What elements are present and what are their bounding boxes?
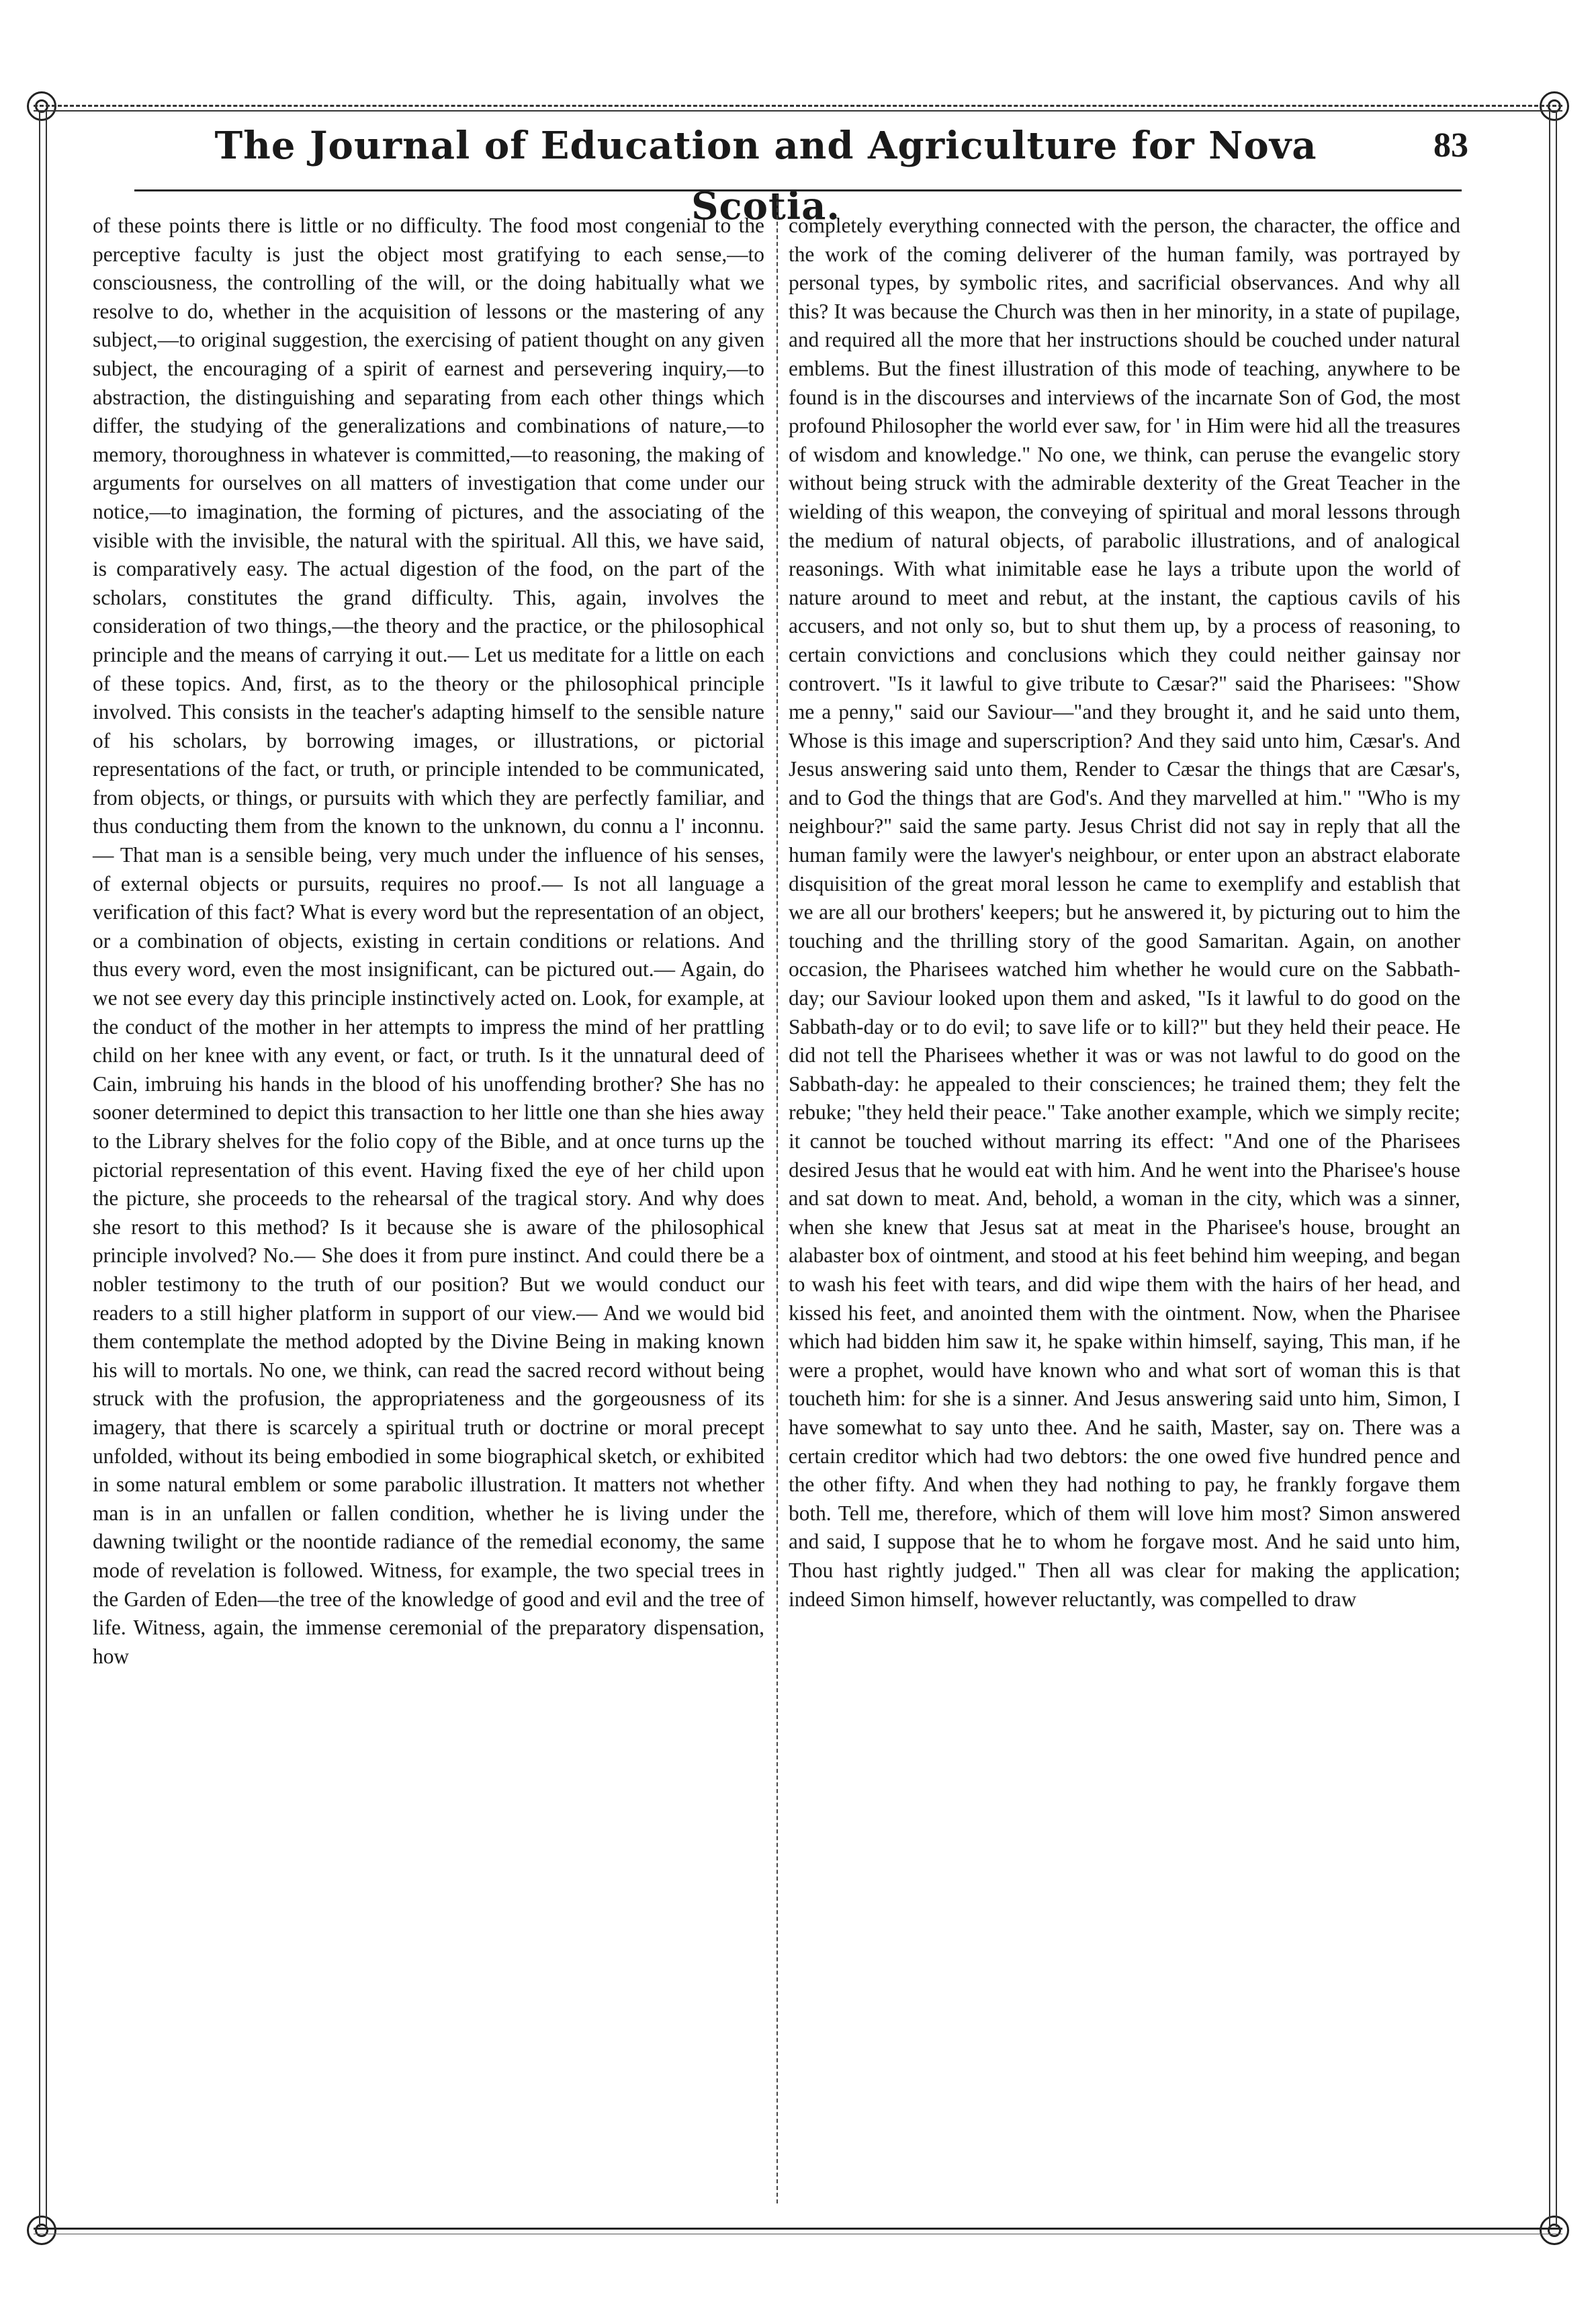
frame-top-border-inner (34, 110, 1562, 112)
header-divider (134, 189, 1462, 191)
column-divider (777, 195, 778, 2203)
right-text-column (789, 212, 1460, 1614)
frame-bottom-border (34, 2228, 1562, 2230)
frame-top-border (34, 105, 1562, 107)
right-column-paragraph: completely everything connected with the person, the character, the office and the work of the coming deliverer of the human family, was portrayed by personal types, by symbolic rites, and sacrificial observances. And why all this? It was because the Church was then in her minority, in a state of pupilage, and required all the more that her instructions should be couched under natural emblems. But the finest illustration of this mode of teaching, anywhere to be found is in the discourses and interviews of the incarnate Son of God, the most profound Philosopher the world ever saw, for ' in Him were hid all the treasures of wisdom and knowledge." No one, we think, can peruse the evangelic story without being struck with the admirable dexterity of the Great Teacher in the wielding of this weapon, the conveying of spiritual and moral lessons through the medium of natural objects, of parabolic illustrations, and of analogical reasonings. With what inimitable ease he lays a tribute upon the world of nature around to meet and rebut, at the instant, the captious cavils of his accusers, and not only so, but to shut them up, by a process of reasoning, to certain convictions and conclusions which they could neither gainsay nor controvert. "Is it lawful to give tribute to Cæsar?" said the Pharisees: "Show me a penny," said our Saviour—"and they brought it, and he said unto them, Whose is this image and superscription? And they said unto him, Cæsar's. And Jesus answering said unto them, Render to Cæsar the things that are Cæsar's, and to God the things that are God's. And they marvelled at him." "Who is my neighbour?" said the same party. Jesus Christ did not say in reply that all the human family were the lawyer's neighbour, or enter upon an abstract elaborate disquisition of the great moral lesson he came to exemplify and establish that we are all our brothers' keepers; but he answered it, by picturing out to him the touching and the thrilling story of the good Samaritan. Again, on another occasion, the Pharisees watched him whether he would cure on the Sabbath-day; our Saviour looked upon them and asked, "Is it lawful to do good on the Sabbath-day or to do evil; to save life or to kill?" but they held their peace. He did not tell the Pharisees whether it was or was not lawful to do good on the Sabbath-day: he appealed to their consciences; he trained them; they felt the rebuke; "they held their peace." Take another example, which we simply recite; it cannot be touched without marring its effect: "And one of the Pharisees desired Jesus that he would eat with him. And he went into the Pharisee's house and sat down to meat. And, behold, a woman in the city, which was a sinner, when she knew that Jesus sat at meat in the Pharisee's house, brought an alabaster box of ointment, and stood at his feet behind him weeping, and began to wash his feet with tears, and did wipe them with the hairs of her head, and kissed his feet, and anointed them with the ointment. Now, when the Pharisee which had bidden him saw it, he spake within himself, saying, This man, if he were a prophet, would have known who and what sort of woman this is that toucheth him: for she is a sinner. And Jesus answering said unto him, Simon, I have somewhat to say unto thee. And he saith, Master, say on. There was a certain creditor which had two debtors: the one owed five hundred pence and the other fifty. And when they had nothing to pay, he frankly forgave them both. Tell me, therefore, which of them will love him most? Simon answered and said, I suppose that he to whom he forgave most. And he said unto him, Thou hast rightly judged." Then all was clear for making the application; indeed Simon himself, however reluctantly, was compelled to draw (789, 214, 1461, 1611)
page-header-title: The Journal of Education and Agriculture for Nova Scotia. (214, 124, 1317, 228)
page-number: 83 (1433, 126, 1468, 165)
left-column-paragraph: of these points there is little or no difficulty. The food most congenial to the perceptive faculty is just the object most gratifying to each sense,—to consciousness, the controlling of the will, or the doing habitually what we resolve to do, whether in the acquisition of lessons or the mastering of any subject,—to original suggestion, the exercising of patient thought on any given subject, the encouraging of a spirit of earnest and persevering inquiry,—to abstraction, the distinguishing and separating from each other things which differ, the studying of the generalizations and combinations of nature,—to memory, thoroughness in whatever is committed,—to reasoning, the making of arguments for ourselves on all matters of investigation that come under our notice,—to imagination, the forming of pictures, and the associating of the visible with the invisible, the natural with the spiritual. All this, we have said, is comparatively easy. The actual digestion of the food, on the part of the scholars, constitutes the grand difficulty. This, again, involves the consideration of two things,—the theory and the practice, or the philosophical principle and the means of carrying it out.— Let us meditate for a little on each of these topics. And, first, as to the theory or the philosophical principle involved. This consists in the teacher's adapting himself to the sensible nature of his scholars, by borrowing images, or illustrations, or pictorial representations of the fact, or truth, or principle intended to be communicated, from objects, or things, or pursuits with which they are perfectly familiar, and thus conducting them from the known to the unknown, du connu a l' inconnu.— That man is a sensible being, very much under the influence of his senses, of external objects or pursuits, requires no proof.— Is not all language a verification of this fact? What is every word but the representation of an object, or a combination of objects, existing in certain conditions or relations. And thus every word, even the most insignificant, can be pictured out.— Again, do we not see every day this principle instinctively acted on. Look, for example, at the conduct of the mother in her attempts to impress the mind of her prattling child on her knee with any event, or fact, or truth. Is it the unnatural deed of Cain, imbruing his hands in the blood of his unoffending brother? She has no sooner determined to depict this transaction to her little one than she hies away to the Library shelves for the folio copy of the Bible, and at once turns up the pictorial representation of this event. Having fixed the eye of her child upon the picture, she proceeds to the rehearsal of the tragical story. And why does she resort to this method? Is it because she is aware of the philosophical principle involved? No.— She does it from pure instinct. And could there be a nobler testimony to the truth of our position? But we would conduct our readers to a still higher platform in support of our view.— And we would bid them contemplate the method adopted by the Divine Being in making known his will to mortals. No one, we think, can read the sacred record without being struck with the profusion, the appropriateness and the gorgeousness of its imagery, that there is scarcely a spiritual truth or doctrine or moral precept unfolded, without its being embodied in some biographical sketch, or exhibited in some natural emblem or some parabolic illustration. It matters not whether man is in an unfallen or fallen condition, whether he is living under the dawning twilight or the noontide radiance of the remedial economy, the same mode of revelation is followed. Witness, for example, the two special trees in the Garden of Eden—the tree of the knowledge of good and evil and the tree of life. Witness, again, the immense ceremonial of the preparatory dispensation, how (93, 214, 764, 1668)
left-text-column (93, 212, 764, 1671)
frame-right-border (1549, 111, 1557, 2227)
frame-left-border (39, 111, 47, 2227)
